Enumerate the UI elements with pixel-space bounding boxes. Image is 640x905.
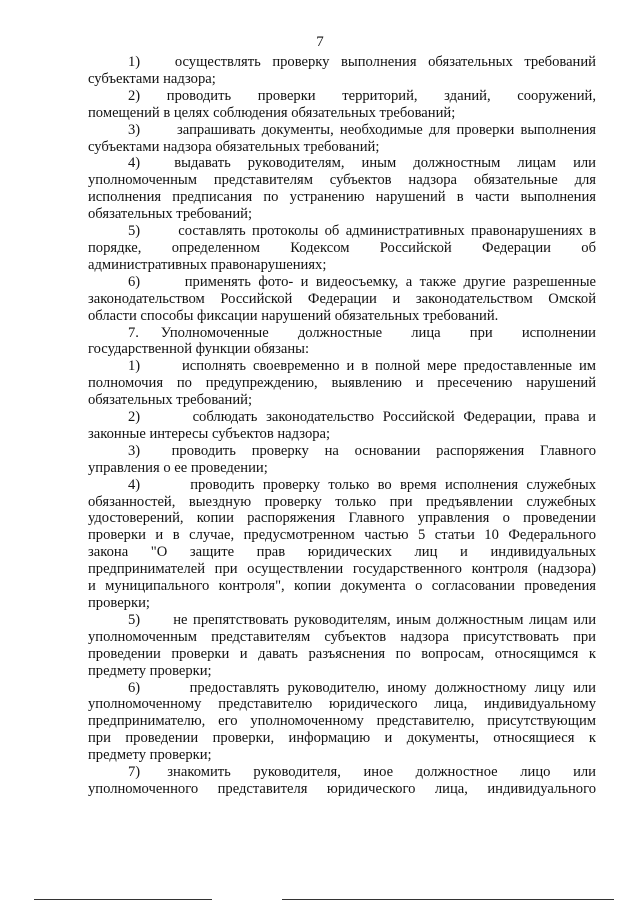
text-line: предмету проверки; xyxy=(88,747,212,764)
text-line: 6) применять фото- и видеосъемку, а также другие разрешенные xyxy=(128,273,596,290)
text-line: полномочия по предупреждению, выявлению и пресечению нарушений xyxy=(88,375,596,392)
text-line: 4) выдавать руководителям, иным должностным лицам или xyxy=(128,155,596,172)
footer-rule-right xyxy=(282,899,614,900)
text-line: и муниципального контроля", копии документа о согласовании проведения xyxy=(88,578,596,595)
text-line: уполномоченному представителю юридического лица, индивидуальному xyxy=(88,696,596,713)
document-text xyxy=(88,54,596,798)
text-line: субъектами надзора; xyxy=(88,70,216,87)
text-line: 2) соблюдать законодательство Российской Федерации, права и xyxy=(128,409,596,426)
text-line: обязательных требований; xyxy=(88,206,253,223)
text-line: порядке, определенном Кодексом Российской Федерации об xyxy=(88,239,596,256)
text-line: предмету проверки; xyxy=(88,662,212,679)
text-line: предпринимателей при осуществлении государственного контроля (надзора) xyxy=(88,561,596,578)
text-line: субъектами надзора обязательных требований; xyxy=(88,138,380,155)
text-line: области способы фиксации нарушений обязательных требований. xyxy=(88,307,499,324)
text-line: административных правонарушениях; xyxy=(88,256,327,273)
text-line: 5) составлять протоколы об административных правонарушениях в xyxy=(128,223,596,240)
text-line: проверки; xyxy=(88,595,150,611)
text-line: 7) знакомить руководителя, иное должностное лицо или xyxy=(128,764,596,781)
text-line: уполномоченного представителя юридического лица, индивидуального xyxy=(88,780,596,797)
text-line: законные интересы субъектов надзора; xyxy=(88,425,331,442)
text-line: 2) проводить проверки территорий, зданий, сооружений, xyxy=(128,87,596,104)
text-line: 3) проводить проверку на основании распоряжения Главного xyxy=(128,442,596,459)
footer-rule-left xyxy=(34,899,212,900)
text-line: уполномоченным представителям субъектов надзора присутствовать при xyxy=(88,628,596,645)
text-line: 3) запрашивать документы, необходимые для проверки выполнения xyxy=(128,121,596,138)
document-body xyxy=(88,54,596,798)
text-line: исполнения предписания по устранению нарушений в части выполнения xyxy=(88,189,596,206)
text-line: управления о ее проведении; xyxy=(88,459,268,476)
text-line: законодательством Российской Федерации и законодательством Омской xyxy=(88,290,596,307)
text-line: 1) осуществлять проверку выполнения обязательных требований xyxy=(128,54,596,70)
text-line: обязанностей, выездную проверку только при предъявлении служебных xyxy=(88,493,596,510)
text-line: 6) предоставлять руководителю, иному должностному лицу или xyxy=(128,679,596,696)
text-line: уполномоченным представителям субъектов надзора обязательные для xyxy=(88,172,596,189)
text-line: проверки и в случае, предусмотренном частью 5 статьи 10 Федерального xyxy=(88,527,596,544)
text-line: проведении проверки и давать разъяснения по вопросам, относящимся к xyxy=(88,645,596,662)
text-line: закона "О защите прав юридических лиц и индивидуальных xyxy=(88,544,596,561)
text-line: удостоверений, копии распоряжения Главного управления о проведении xyxy=(88,510,596,527)
text-line: помещений в целях соблюдения обязательных требований; xyxy=(88,104,456,121)
text-line: 1) исполнять своевременно и в полной мере предоставленные им xyxy=(128,358,596,375)
text-line: предпринимателю, его уполномоченному представителю, присутствующим xyxy=(88,713,596,730)
text-line: обязательных требований; xyxy=(88,392,253,409)
text-line: 4) проводить проверку только во время исполнения служебных xyxy=(128,476,596,493)
text-line: при проведении проверки, информацию и документы, относящиеся к xyxy=(88,730,596,747)
page-number: 7 xyxy=(316,34,324,50)
text-line: 7. Уполномоченные должностные лица при исполнении xyxy=(128,324,596,341)
text-line: 5) не препятствовать руководителям, иным должностным лицам или xyxy=(128,611,596,628)
text-line: государственной функции обязаны: xyxy=(88,341,310,358)
